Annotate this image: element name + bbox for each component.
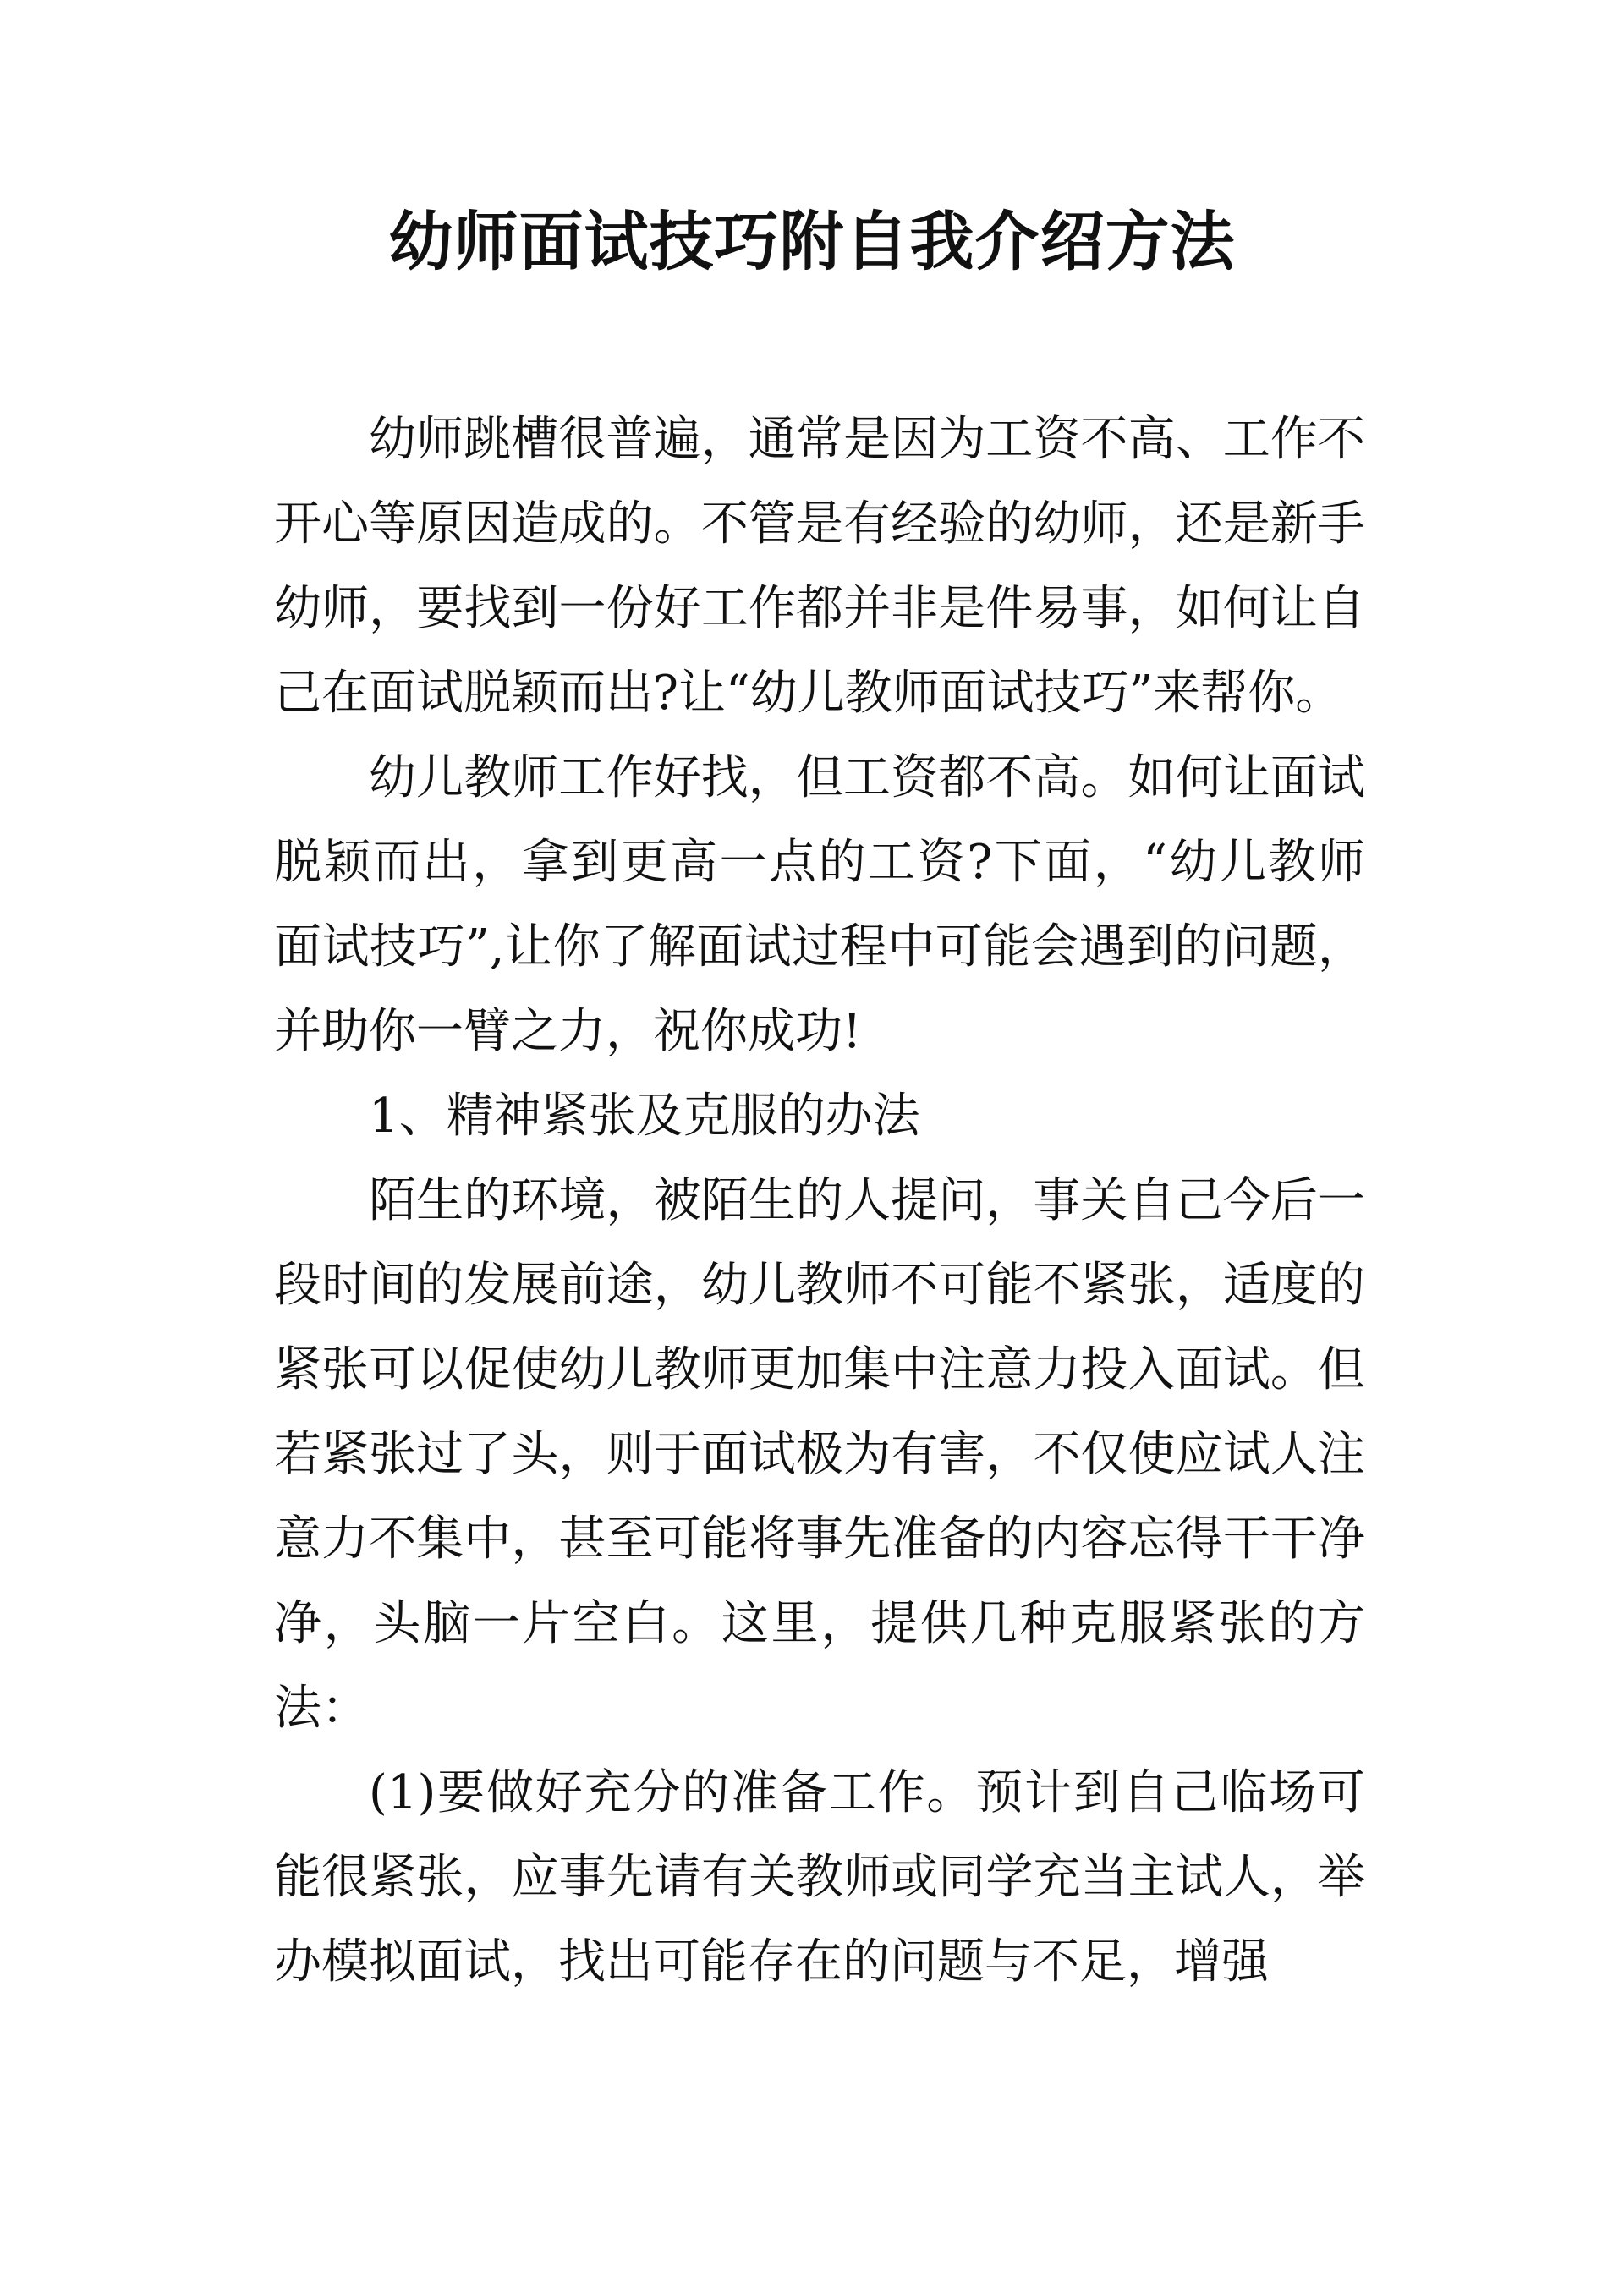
- section-heading-nervousness: 1、精神紧张及克服的办法: [369, 1089, 920, 1144]
- paragraph-nervousness: 陌生的环境，被陌生的人提问，事关自己今后一段时间的发展前途，幼儿教师不可能不紧张，适度的紧张可以促使幼儿教师更加集中注意力投入面试。但若紧张过了头，则于面试极为有害，不仅使应试人注意力不集中，甚至可能将事先准备的内容忘得干干净净，头脑一片空白。这里，提供几种克服紧张的方法：: [274, 1173, 1365, 1736]
- document-body: [274, 398, 1365, 2005]
- paragraph-intro: 幼师跳槽很普遍，通常是因为工资不高、工作不开心等原因造成的。不管是有经验的幼师，还是新手幼师，要找到一份好工作都并非是件易事，如何让自己在面试脱颖而出?让“幼儿教师面试技巧”来帮你。: [274, 412, 1365, 721]
- paragraph-salary: 幼儿教师工作好找，但工资都不高。如何让面试脱颖而出，拿到更高一点的工资?下面，“幼儿教师面试技巧”,让你了解面试过程中可能会遇到的问题，并助你一臂之力，祝你成功!: [274, 750, 1365, 1059]
- paragraph-preparation: (1)要做好充分的准备工作。预计到自己临场可能很紧张，应事先请有关教师或同学充当主试人，举办模拟面试，找出可能存在的问题与不足，增强: [274, 1765, 1365, 1989]
- document-title: 幼师面试技巧附自我介绍方法: [388, 204, 1236, 279]
